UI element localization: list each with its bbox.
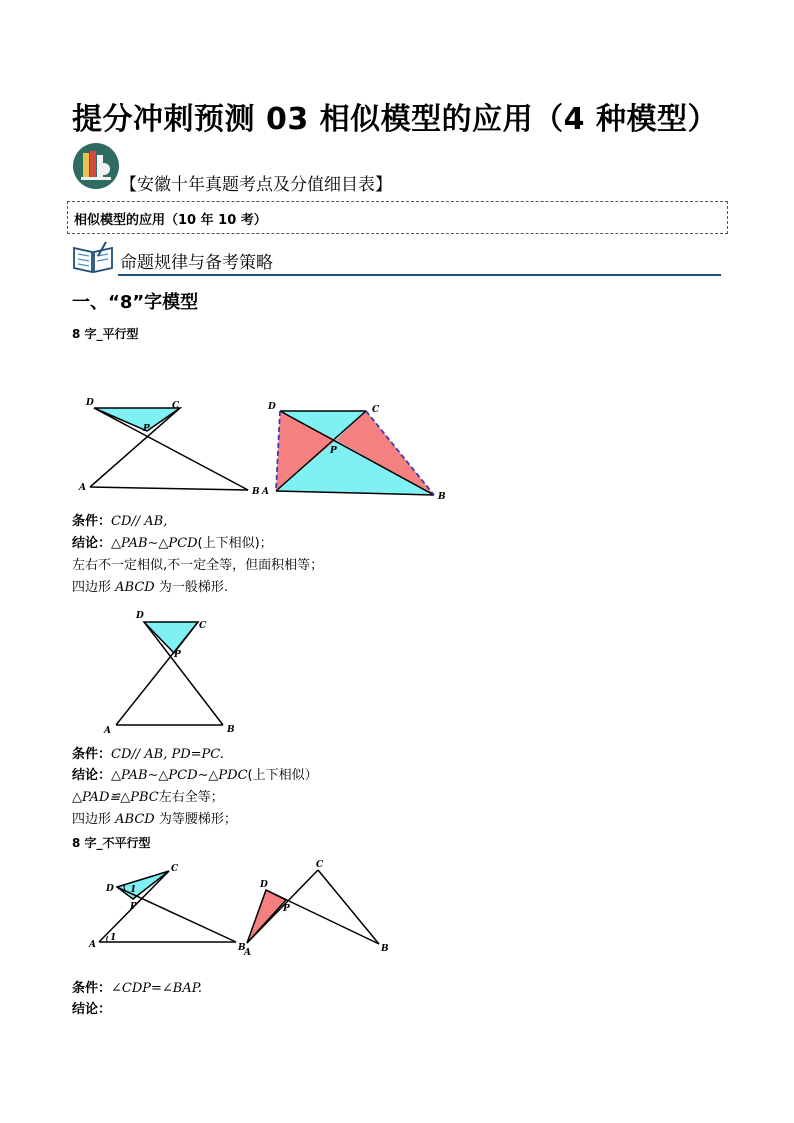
conclusion-1: 结论：△PAB∼△PCD(上下相似)；	[72, 536, 273, 551]
point-label-a: A	[89, 940, 96, 950]
condition-3: 条件：∠CDP=∠BAP.	[72, 981, 202, 996]
note-2: 四边形 ABCD 为一般梯形.	[72, 580, 228, 595]
point-label-c: C	[171, 864, 179, 874]
point-label-b: B	[252, 487, 260, 497]
point-label-c: C	[372, 405, 380, 415]
angle-label-1: 1	[130, 885, 137, 895]
point-label-c: C	[199, 621, 207, 631]
point-label-b: B	[227, 725, 235, 735]
point-label-p: P	[330, 446, 337, 456]
point-label-d: D	[268, 402, 276, 412]
point-label-p: P	[283, 904, 290, 914]
figure-8-parallel-left	[72, 393, 272, 507]
point-label-b: B	[381, 944, 389, 954]
logo-icon	[73, 143, 119, 189]
note-1: 左右不一定相似,不一定全等，但面积相等；	[72, 558, 324, 573]
point-label-d: D	[86, 398, 94, 408]
point-label-p: P	[130, 902, 137, 912]
page-title: 提分冲刺预测 03 相似模型的应用（4 种模型）	[72, 102, 718, 137]
point-label-c: C	[316, 860, 324, 870]
figure-8-nonparallel-right	[236, 858, 396, 967]
point-label-p: P	[174, 650, 181, 660]
topic-box-text: 相似模型的应用（10 年 10 考）	[74, 213, 267, 228]
point-label-a: A	[104, 726, 111, 735]
point-label-c: C	[172, 401, 180, 411]
subsection-parallel: 8 字_平行型	[72, 327, 139, 341]
point-label-p: P	[143, 424, 150, 434]
conclusion-3: 结论：	[72, 1002, 112, 1017]
point-label-d: D	[260, 880, 268, 890]
section-title-8-model: 一、“8”字模型	[72, 292, 199, 313]
point-label-d: D	[136, 611, 144, 621]
angle-label-1: 1	[110, 933, 117, 943]
conclusion-2: 结论：△PAB∼△PCD∼△PDC(上下相似）	[72, 768, 318, 783]
section-heading: 【安徽十年真题考点及分值细目表】	[120, 175, 392, 195]
condition-2: 条件：CD// AB, PD=PC.	[72, 747, 224, 762]
point-label-a: A	[244, 948, 251, 958]
condition-1: 条件：CD// AB,	[72, 514, 168, 529]
point-label-a: A	[262, 487, 269, 497]
figure-8-parallel-right	[258, 398, 458, 508]
heading-underline	[118, 274, 721, 276]
note-4: 四边形 ABCD 为等腰梯形；	[72, 812, 237, 827]
book-icon	[72, 240, 114, 278]
strategy-heading: 命题规律与备考策略	[120, 253, 273, 273]
figure-8-isosceles	[100, 605, 260, 739]
figure-8-nonparallel-left	[85, 862, 255, 961]
point-label-d: D	[106, 884, 114, 894]
subsection-nonparallel: 8 字_不平行型	[72, 836, 151, 850]
point-label-b: B	[438, 492, 446, 502]
point-label-a: A	[79, 483, 86, 493]
note-3: △PAD≌△PBC左右全等；	[72, 790, 224, 805]
point-label-b: B	[238, 943, 246, 953]
